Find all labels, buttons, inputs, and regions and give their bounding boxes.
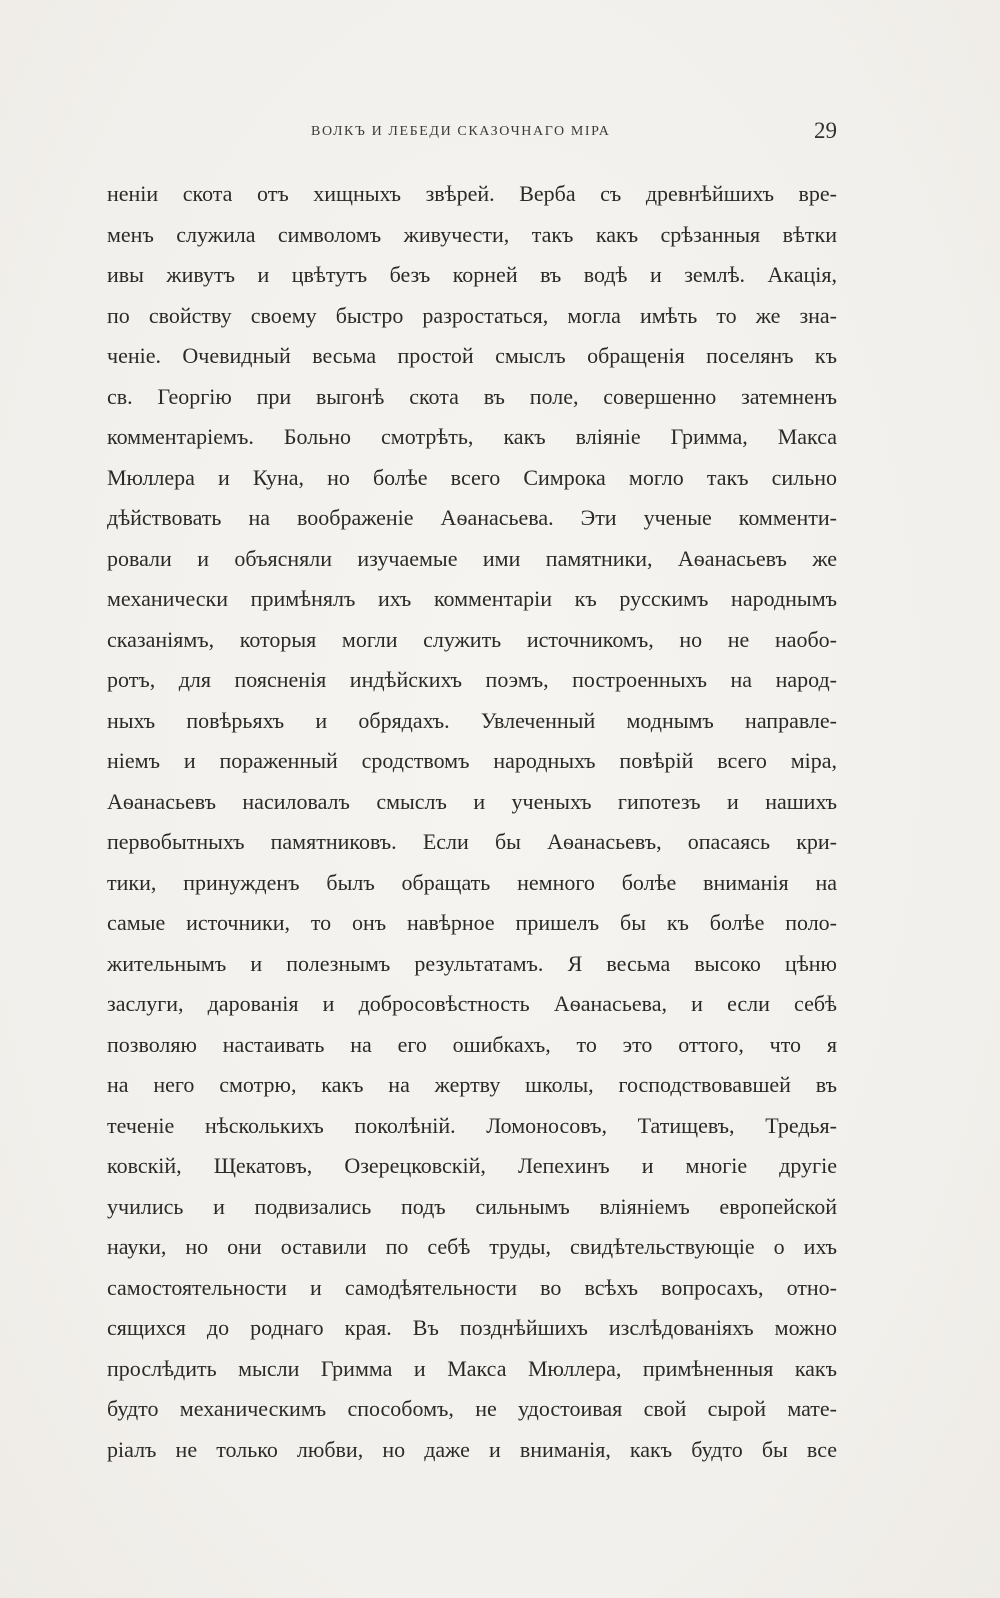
text-line: ковскій, Щекатовъ, Озерецковскій, Лепехинъ и многіе другіе: [107, 1153, 837, 1178]
running-head-title: ВОЛКЪ И ЛЕБЕДИ СКАЗОЧНАГО МІРА: [311, 124, 611, 139]
text-line: учились и подвизались подъ сильнымъ вліяніемъ европейской: [107, 1193, 837, 1219]
text-line: св. Георгію при выгонѣ скота въ поле, совершенно затемненъ: [107, 383, 837, 409]
text-line: ніемъ и пораженный сродствомъ народныхъ повѣрій всего міра,: [107, 748, 837, 773]
text-line: Мюллера и Куна, но болѣе всего Симрока могло такъ сильно: [107, 464, 837, 490]
body-text: [107, 174, 837, 1470]
text-line: менъ служила символомъ живучести, такъ какъ срѣзанныя вѣтки: [107, 221, 837, 247]
text-line: тики, принужденъ былъ обращать немного болѣе вниманія на: [107, 869, 837, 895]
text-line: дѣйствовать на воображеніе Аѳанасьева. Эти ученые комменти-: [107, 505, 837, 530]
text-line: самые источники, то онъ навѣрное пришелъ бы къ болѣе поло-: [107, 910, 837, 935]
running-header: [107, 118, 837, 148]
text-line: заслуги, дарованія и добросовѣстность Аѳанасьева, и если себѣ: [107, 991, 837, 1016]
text-line: прослѣдить мысли Гримма и Макса Мюллера, примѣненныя какъ: [107, 1355, 837, 1381]
text-line: жительнымъ и полезнымъ результатамъ. Я весьма высоко цѣню: [107, 950, 837, 976]
text-line: первобытныхъ памятниковъ. Если бы Аѳанасьевъ, опасаясь кри-: [107, 829, 837, 854]
text-line: ивы живутъ и цвѣтутъ безъ корней въ водѣ и землѣ. Акація,: [107, 262, 837, 287]
text-line: на него смотрю, какъ на жертву школы, господствовавшей въ: [107, 1072, 837, 1097]
text-line: науки, но они оставили по себѣ труды, свидѣтельствующіе о ихъ: [107, 1234, 837, 1259]
text-line: Аѳанасьевъ насиловалъ смыслъ и ученыхъ гипотезъ и нашихъ: [107, 788, 837, 814]
text-line: ныхъ повѣрьяхъ и обрядахъ. Увлеченный моднымъ направле-: [107, 707, 837, 733]
text-line: по свойству своему быстро разростаться, могла имѣть то же зна-: [107, 302, 837, 328]
text-line: ріалъ не только любви, но даже и вниманія, какъ будто бы все: [107, 1436, 837, 1462]
page-number: 29: [814, 118, 837, 143]
text-line: комментаріемъ. Больно смотрѣть, какъ вліяніе Гримма, Макса: [107, 424, 837, 449]
text-line: теченіе нѣсколькихъ поколѣній. Ломоносовъ, Татищевъ, Тредья-: [107, 1112, 837, 1138]
text-line: сказаніямъ, которыя могли служить источникомъ, но не наобо-: [107, 626, 837, 652]
text-line: будто механическимъ способомъ, не удостоивая свой сырой мате-: [107, 1396, 837, 1421]
text-line: самостоятельности и самодѣятельности во всѣхъ вопросахъ, отно-: [107, 1274, 837, 1300]
text-line: неніи скота отъ хищныхъ звѣрей. Верба съ древнѣйшихъ вре-: [107, 181, 837, 206]
text-line: позволяю настаивать на его ошибкахъ, то это оттого, что я: [107, 1031, 837, 1057]
text-line: механически примѣнялъ ихъ комментаріи къ русскимъ народнымъ: [107, 586, 837, 611]
text-line: ротъ, для поясненія индѣйскихъ поэмъ, построенныхъ на народ-: [107, 667, 837, 692]
text-line: ровали и объясняли изучаемые ими памятники, Аѳанасьевъ же: [107, 545, 837, 571]
text-line: ченіе. Очевидный весьма простой смыслъ обращенія поселянъ къ: [107, 343, 837, 368]
text-line: сящихся до роднаго края. Въ позднѣйшихъ изслѣдованіяхъ можно: [107, 1315, 837, 1340]
